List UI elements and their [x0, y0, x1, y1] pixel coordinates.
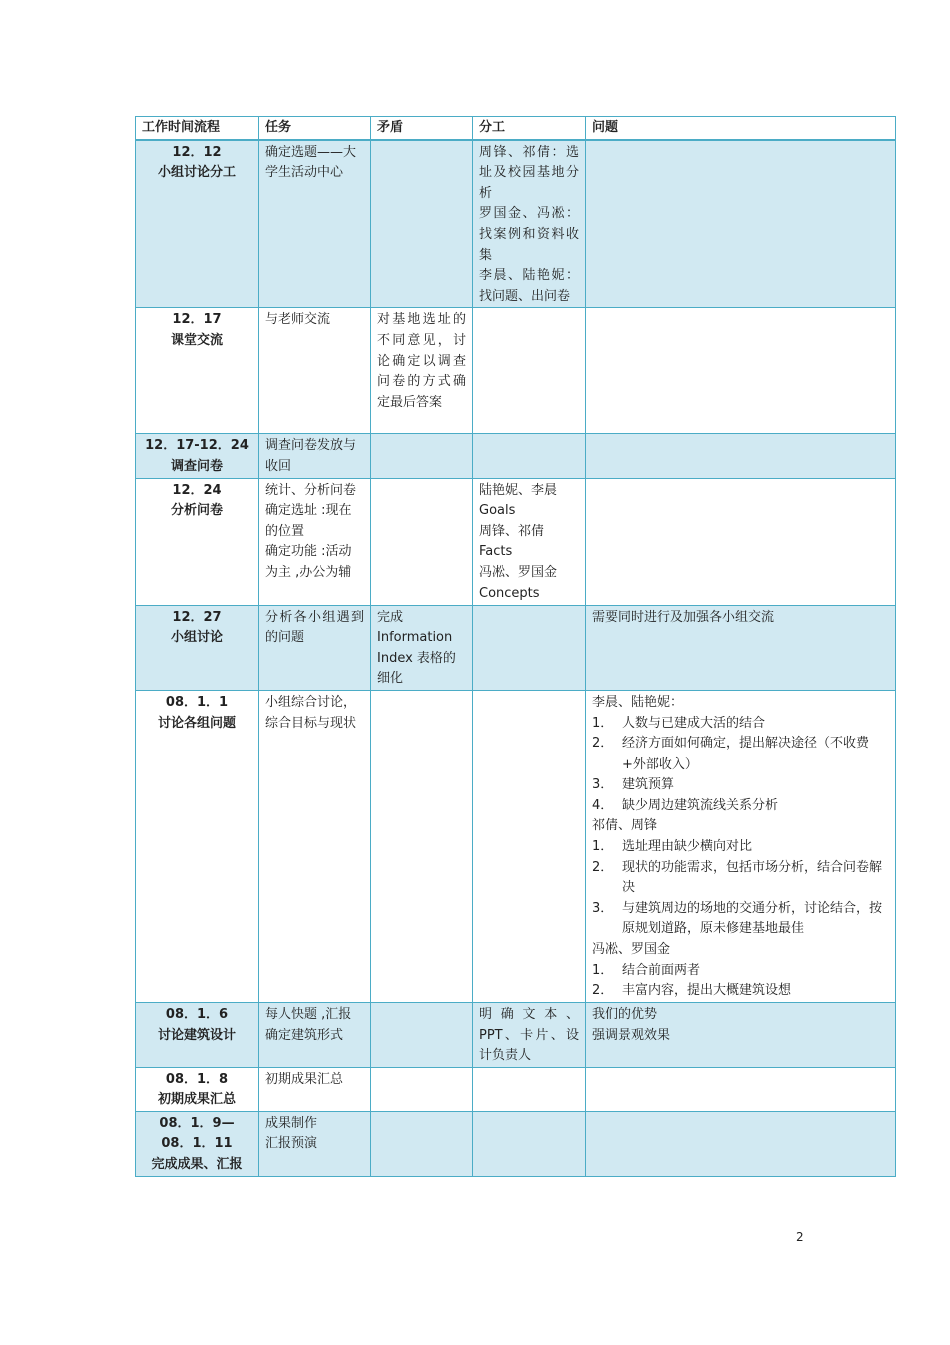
question-text: 我们的优势: [592, 1006, 658, 1022]
time-text: 调查问卷: [170, 458, 223, 474]
task-text: 与老师交流: [265, 312, 331, 328]
time-text: 讨论各组问题: [157, 715, 236, 731]
table-row: [136, 308, 896, 434]
time-text: 08．1．6: [165, 1006, 229, 1022]
question-group-owner: 李晨、陆艳妮：: [592, 694, 684, 710]
question-item: [592, 961, 889, 982]
header-conflict: 矛盾: [371, 117, 473, 140]
cell-task: [259, 605, 371, 690]
cell-division: [473, 478, 586, 605]
time-text: 小组讨论分工: [157, 165, 236, 181]
cell-question: [586, 1067, 896, 1111]
cell-time: [136, 140, 259, 308]
question-text: 强调景观效果: [592, 1027, 671, 1043]
cell-time: [136, 434, 259, 478]
question-item: [592, 837, 889, 858]
time-text: 初期成果汇总: [157, 1092, 236, 1108]
cell-conflict: [371, 1111, 473, 1176]
cell-conflict: [371, 478, 473, 605]
header-division: 分工: [473, 117, 586, 140]
cell-question: [586, 140, 896, 308]
question-item: [592, 775, 889, 796]
cell-conflict: [371, 690, 473, 1002]
cell-division: [473, 140, 586, 308]
cell-time: [136, 478, 259, 605]
cell-time: [136, 1111, 259, 1176]
time-text: 08．1．9—: [159, 1115, 235, 1131]
cell-conflict: [371, 1002, 473, 1067]
cell-division: [473, 1002, 586, 1067]
question-item: [592, 858, 889, 899]
task-text: 每人快题 ,汇报确定建筑形式: [265, 1006, 352, 1043]
question-item-text: 结合前面两者: [622, 962, 701, 978]
table-row: [136, 690, 896, 1002]
task-text: 确定选题——大学生活动中心: [265, 144, 357, 181]
question-item-number: 1．: [592, 962, 614, 978]
task-text: 确定选址 :现在的位置: [265, 503, 352, 539]
cell-task: [259, 690, 371, 1002]
conflict-text: 对基地选址的不同意见，讨论确定以调查问卷的方式确定最后答案: [377, 312, 466, 410]
question-item-number: 4．: [592, 797, 614, 813]
question-item-number: 1．: [592, 715, 614, 731]
schedule-table: [135, 116, 896, 1177]
time-text: 分析问卷: [170, 503, 223, 519]
question-item-text: 选址理由缺少横向对比: [622, 839, 753, 855]
division-text: 周锋、祁倩: [479, 523, 545, 539]
question-list: [592, 837, 889, 940]
table-row: [136, 478, 896, 605]
cell-division: [473, 1067, 586, 1111]
division-text: 李晨、陆艳妮：找问题、出问卷: [479, 268, 579, 304]
division-text: 周锋、祁倩：选址及校园基地分析: [479, 144, 579, 201]
cell-task: [259, 434, 371, 478]
question-item-number: 2．: [592, 983, 614, 999]
time-text: 12．12: [172, 144, 222, 160]
question-item: [592, 734, 889, 775]
cell-division: [473, 434, 586, 478]
cell-question: [586, 1111, 896, 1176]
question-item: [592, 981, 889, 1002]
task-text: 统计、分析问卷: [265, 482, 357, 498]
table-row: [136, 1111, 896, 1176]
cell-conflict: [371, 605, 473, 690]
cell-division: [473, 1111, 586, 1176]
question-item-number: 1．: [592, 839, 614, 855]
cell-time: [136, 605, 259, 690]
question-item-text: 缺少周边建筑流线关系分析: [622, 797, 779, 813]
table-row: [136, 605, 896, 690]
question-text: 需要同时进行及加强各小组交流: [592, 609, 775, 625]
division-text: 冯凇、罗国金: [479, 564, 558, 580]
cell-task: [259, 140, 371, 308]
task-text: 小组综合讨论，综合目标与现状: [265, 694, 357, 731]
question-item: [592, 796, 889, 817]
cell-task: [259, 308, 371, 434]
question-group-owner: 冯凇、罗国金: [592, 942, 671, 958]
cell-conflict: [371, 308, 473, 434]
page-number: 2: [796, 1230, 804, 1244]
time-text: 12．17-12．24: [145, 438, 249, 454]
division-text: Concepts: [479, 585, 540, 601]
time-text: 课堂交流: [170, 332, 223, 348]
time-text: 12．24: [172, 482, 222, 498]
cell-question: [586, 308, 896, 434]
division-text: 陆艳妮、李晨: [479, 482, 558, 498]
task-text: 初期成果汇总: [265, 1071, 344, 1087]
cell-conflict: [371, 434, 473, 478]
schedule-table-container: [135, 116, 895, 1177]
cell-time: [136, 1067, 259, 1111]
time-text: 讨论建筑设计: [157, 1027, 236, 1043]
question-item-text: 与建筑周边的场地的交通分析，讨论结合，按原规划道路，原未修建基地最佳: [622, 900, 883, 937]
cell-question: [586, 478, 896, 605]
cell-division: [473, 308, 586, 434]
task-text: 分析各小组遇到的问题: [265, 609, 364, 646]
cell-question: [586, 434, 896, 478]
time-text: 12．17: [172, 312, 222, 328]
time-text: 08．1．8: [165, 1071, 229, 1087]
table-row: [136, 434, 896, 478]
cell-task: [259, 478, 371, 605]
cell-time: [136, 690, 259, 1002]
question-item: [592, 714, 889, 735]
question-item-text: 经济方面如何确定，提出解决途径（不收费+外部收入）: [622, 736, 870, 772]
time-text: 完成成果、汇报: [151, 1157, 243, 1173]
question-item-text: 丰富内容，提出大概建筑设想: [622, 983, 792, 999]
header-row: [136, 117, 896, 140]
cell-conflict: [371, 140, 473, 308]
cell-time: [136, 1002, 259, 1067]
question-item: [592, 899, 889, 940]
question-item-number: 2．: [592, 736, 614, 752]
cell-question: [586, 1002, 896, 1067]
cell-time: [136, 308, 259, 434]
question-list: [592, 714, 889, 817]
cell-task: [259, 1067, 371, 1111]
cell-question: [586, 605, 896, 690]
task-text: 确定功能 :活动为主 ,办公为辅: [265, 544, 352, 580]
division-text: Goals: [479, 503, 516, 519]
question-item-number: 2．: [592, 859, 614, 875]
cell-conflict: [371, 1067, 473, 1111]
table-row: [136, 1002, 896, 1067]
time-text: 12．27: [172, 609, 222, 625]
question-item-number: 3．: [592, 900, 614, 916]
conflict-text: 完成 Information Index 表格的细化: [377, 609, 456, 687]
cell-task: [259, 1111, 371, 1176]
header-time: 工作时间流程: [136, 117, 259, 140]
table-row: [136, 140, 896, 308]
question-list: [592, 961, 889, 1002]
task-text: 调查问卷发放与收回: [265, 438, 357, 474]
time-text: 08．1．1: [165, 694, 229, 710]
task-text: 成果制作: [265, 1115, 318, 1131]
question-item-number: 3．: [592, 777, 614, 793]
division-text: 罗国金、冯凇：找案例和资料收集: [479, 206, 579, 263]
header-task: 任务: [259, 117, 371, 140]
question-item-text: 现状的功能需求，包括市场分析，结合问卷解决: [622, 859, 883, 896]
task-text: 汇报预演: [265, 1136, 318, 1152]
question-group-owner: 祁倩、周锋: [592, 818, 658, 834]
cell-question: [586, 690, 896, 1002]
division-text: Facts: [479, 544, 513, 560]
cell-division: [473, 690, 586, 1002]
cell-task: [259, 1002, 371, 1067]
cell-division: [473, 605, 586, 690]
table-row: [136, 1067, 896, 1111]
division-text: 明确文本、PPT、卡片、设计负责人: [479, 1006, 579, 1064]
question-item-text: 人数与已建成大活的结合: [622, 715, 766, 731]
header-question: 问题: [586, 117, 896, 140]
time-text: 08．1．11: [161, 1136, 233, 1152]
question-item-text: 建筑预算: [622, 777, 675, 793]
time-text: 小组讨论: [170, 630, 223, 646]
